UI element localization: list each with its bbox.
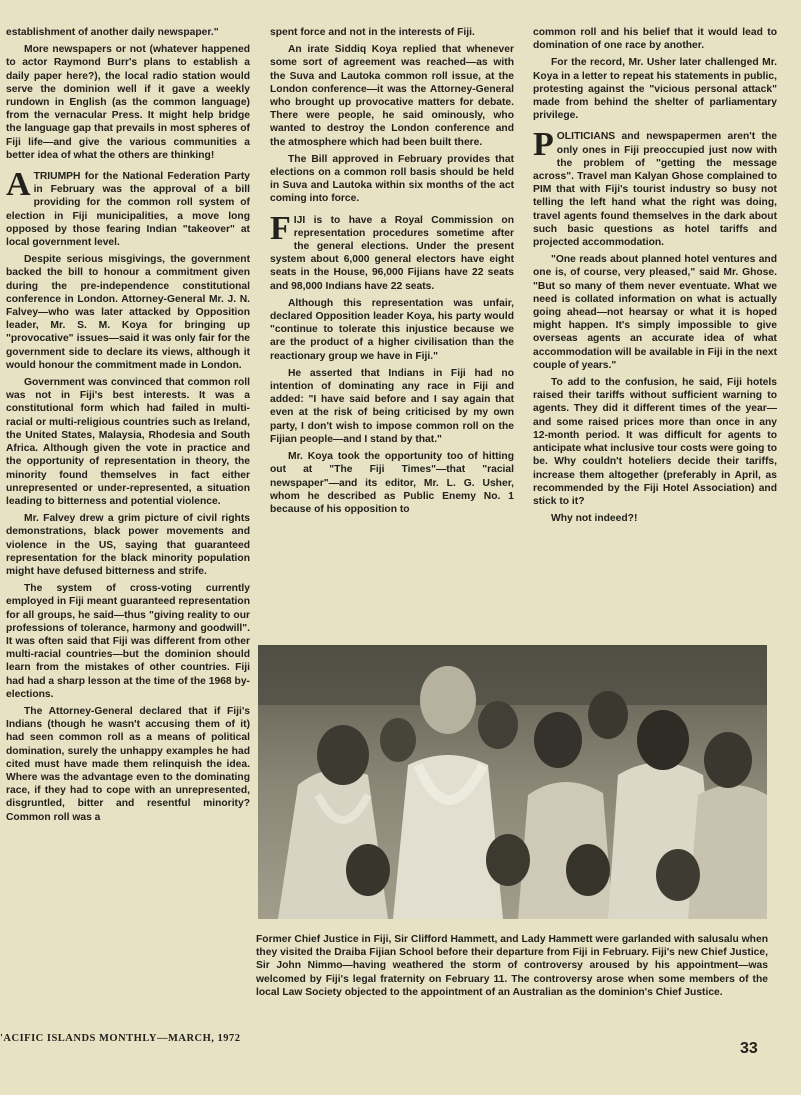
paragraph: To add to the confusion, he said, Fiji hotels raised their tariffs without sufficient warning to agents. They did it different times of the year—and some raised prices more than once in any 12-month period. It was difficult for agents to anticipate what inclusive tour costs were going to be. Why couldn't hoteliers decide their tariffs, increase them altogether (preferably in April, as recommended by the Fiji Hotel Association) and stick to it?: [533, 377, 777, 507]
article-column-3: [533, 26, 777, 529]
drop-cap: A: [6, 166, 31, 204]
paragraph: Despite serious misgivings, the government backed the bill to honour a commitment given during the pre-independence constitutional conference in London. Attorney-General Mr. J. N. Falvey—who was later attacked by Opposition leader, Mr. S. M. Koya for bringing up "provocative" issues—said it was only fair for the government side to declare its views, although it would honour the commitment made in London.: [6, 254, 250, 371]
paragraph: [533, 126, 777, 249]
paragraph: common roll and his belief that it would lead to domination of one race by another.: [533, 27, 777, 52]
paragraph: The Bill approved in February provides that elections on a common roll basis should be held in Suva and Lautoka within six months of the act coming into force.: [270, 153, 514, 205]
paragraph-text: IJI is to have a Royal Commission on representation procedures sometime after the general elections. Under the present system about 6,000 general electors have eight seats in the House, 96,000 Fijians have 22 seats and 98,000 Indians have 22 seats.: [270, 214, 514, 292]
paragraph: spent force and not in the interests of Fiji.: [270, 27, 475, 38]
paragraph: [6, 166, 250, 249]
paragraph: Although this representation was unfair, declared Opposition leader Koya, his party would "continue to tolerate this injustice because we are the product of a higher civilisation than the reactionary group we have in Fiji.": [270, 297, 514, 362]
paragraph: Mr. Koya took the opportunity too of hitting out at "The Fiji Times"—that "racial newspaper"—and its editor, Mr. L. G. Usher, whom he described as Public Enemy No. 1 because of his opposition to: [270, 451, 514, 515]
paragraph: establishment of another daily newspaper.": [6, 27, 219, 38]
paragraph-text: TRIUMPH for the National Federation Party in February was the approval of a bill providing for the common roll system of election in Fiji municipalities, a move long opposed by those fearing Indian "takeover" at local government level.: [6, 171, 250, 249]
paragraph: An irate Siddiq Koya replied that whenever some sort of agreement was reached—as with the Suva and Lautoka common roll issue, at the London conference—it was the Attorney-General who brought up provocative matters for debate. There were people, he said ominously, who wanted to destroy the London conference and the atmosphere which had been built there.: [270, 44, 514, 148]
photo-caption: Former Chief Justice in Fiji, Sir Clifford Hammett, and Lady Hammett were garlanded with salusalu when they visited the Draiba Fijian School before their departure from Fiji in February. Fiji's new Chief Justice, Sir John Nimmo—having weathered the storm of controversy aroused by his appointment—was welcomed by Fiji's legal fraternity on February 11. The controversy arose when some members of the local Law Society objected to the appointment of an Australian as the dominion's Chief Justice.: [256, 934, 768, 998]
paragraph: The system of cross-voting currently employed in Fiji meant guaranteed representation for all groups, he said—thus "giving reality to our professions of tolerance, harmony and goodwill". It was often said that Fiji was different from other multi-racial countries—but the dominion should learn from the mistakes of other countries. Fiji had had a sharp lesson at the time of the 1968 by-elections.: [6, 583, 250, 700]
paragraph: Mr. Falvey drew a grim picture of civil rights demonstrations, black power movements and violence in the US, saying that guaranteed representation for the black minority population might have defused bitterness and strife.: [6, 513, 250, 577]
article-column-2: [270, 26, 514, 516]
paragraph-text: OLITICIANS and newspapermen aren't the only ones in Fiji preoccupied just now with the problem of "getting the message across". Travel man Kalyan Ghose complained to PIM that with Fiji's tourist industry so busy not telling the left hand what the right was doing, travel agents found themselves in the dark about such basic questions as hotel tariffs and projected accommodation.: [533, 131, 777, 249]
group-photo-illustration: [258, 645, 767, 919]
article-column-1: [6, 26, 250, 824]
paragraph: For the record, Mr. Usher later challenged Mr. Koya in a letter to repeat his statements in public, protesting against the "vicious personal attack" made from behind the shelter of parliamentary privilege.: [533, 57, 777, 122]
paragraph: Why not indeed?!: [551, 513, 638, 525]
page-number: 33: [740, 1040, 758, 1057]
page-footer: 'ACIFIC ISLANDS MONTHLY—MARCH, 1972: [0, 1033, 241, 1044]
drop-cap: F: [270, 209, 291, 247]
group-photo: [258, 645, 767, 919]
paragraph: [270, 209, 514, 293]
paragraph: Government was convinced that common roll was not in Fiji's best interests. It was a constitutional form which had failed in multi-racial or multi-religious countries such as Ireland, the United States, Malaysia, Rhodesia and South Africa. Although given the vote in practice and the opportunity of representation in theory, the minority found themselves in fact either unrepresented or under-represented, a situation leading to bitterness and potential violence.: [6, 377, 250, 507]
paragraph: More newspapers or not (whatever happened to actor Raymond Burr's plans to establish a daily paper here?), the local radio station would serve the dominion well if it gave a weekly rundown in English (as the common language) from the vernacular Press. It might help bridge the language gap that prevails in most spheres of Fiji life—and give the various communities a better idea of what the others are thinking!: [6, 44, 250, 161]
paragraph: The Attorney-General declared that if Fiji's Indians (though he wasn't accusing them of it) had seen common roll as a means of political domination, surely the unhappy examples he had cited must have made them relinquish the idea. Where was the advantage even to the dominating race, if they had to cope with an unrepresented, disgruntled, bitter and resentful minority? Common roll was a: [6, 705, 250, 823]
paragraph: He asserted that Indians in Fiji had no intention of dominating any race in Fiji and added: "I have said before and I say again that even at the risk of being criticised by my own party, I don't wish to impose common roll on the Fijian people—and I stand by that.": [270, 367, 514, 445]
drop-cap: P: [533, 126, 554, 164]
paragraph: "One reads about planned hotel ventures and one is, of course, very pleased," said Mr. Ghose. "But so many of them never eventuate. What we need is collated information on what is actually going ahead—not hearsay or what it is hoped might happen. It's simply impossible to give overseas agents an accurate idea of what accommodation will be available in Fiji in the next couple of years.": [533, 254, 777, 371]
